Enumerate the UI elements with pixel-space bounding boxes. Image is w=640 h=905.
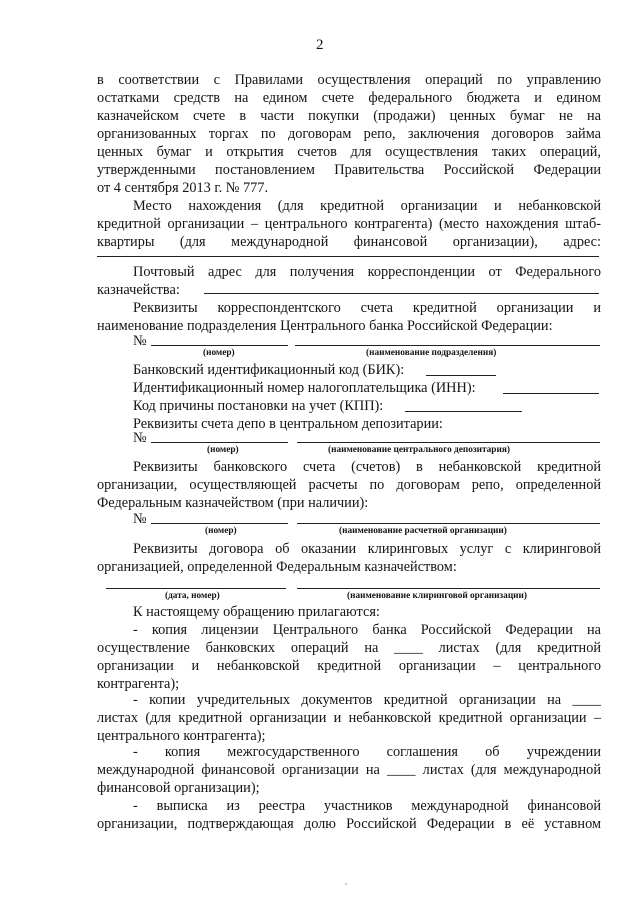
text-line: - выписка из реестра участников международной финансовой [133,798,601,814]
text-line: Код причины постановки на учет (КПП): [133,398,384,414]
text-line: - копии учредительных документов кредитной организации на ____ [133,692,601,708]
bik-line [426,375,496,376]
text-line: кредитной организации – центрального контрагента) (место нахождения штаб- [97,216,601,232]
number-sign: № [133,333,147,349]
clearing-org-line [297,588,600,589]
text-line: Место нахождения (для кредитной организации и небанковской [133,198,601,214]
scan-speck [345,883,347,885]
text-line: остатками средств на едином счете федерального бюджета и едином [97,90,601,106]
text-line: организации, подтверждающая долю Российской Федерации в её уставном [97,816,601,832]
text-line: организованных торгах по договорам репо, заключения договоров займа [97,126,601,142]
text-line: казначейском счете в части покупки (продажи) ценных бумаг не на [97,108,601,124]
text-line: утвержденными постановлением Правительства Российской Федерации [97,162,601,178]
caption: (наименование расчетной организации) [339,526,507,536]
text-line: от 4 сентября 2013 г. № 777. [97,180,269,196]
text-line: Почтовый адрес для получения корреспонденции от Федерального [133,264,601,280]
text-line: Банковский идентификационный код (БИК): [133,362,405,378]
text-line: квартиры (для международной финансовой организации), адрес: [97,234,601,250]
name-line [295,345,600,346]
text-line: - копия межгосударственного соглашения об учреждении [133,744,601,760]
text-line: осуществление банковских операций на ____ листах (для кредитной [97,640,601,656]
caption: (номер) [203,348,235,358]
text-line: ценных бумаг и открытия счетов для осуществления таких операций, [97,144,601,160]
caption: (наименование центрального депозитария) [328,445,510,455]
number-sign: № [133,511,147,527]
number-line [151,523,288,524]
name-line [297,523,600,524]
page-number: 2 [316,37,324,53]
text-line: международной финансовой организации на ____ листах (для международной [97,762,601,778]
kpp-line [405,411,522,412]
text-line: Федеральным казначейством (при наличии): [97,495,369,511]
caption: (номер) [207,445,239,455]
caption: (наименование клиринговой организации) [347,591,527,601]
text-line: казначейства: [97,282,180,298]
text-line: Реквизиты корреспондентского счета кредитной организации и [133,300,601,316]
number-sign: № [133,430,147,446]
number-line [151,442,288,443]
text-line: Идентификационный номер налогоплательщика (ИНН): [133,380,476,396]
address-line [97,256,599,257]
name-line [297,442,600,443]
text-line: организации, осуществляющей расчеты по договорам репо, определенной [97,477,601,493]
date-number-line [106,588,286,589]
postal-address-line [204,293,599,294]
caption: (номер) [205,526,237,536]
text-line: К настоящему обращению прилагаются: [133,604,380,620]
text-line: организацией, определенной Федеральным казначейством: [97,559,457,575]
text-line: контрагента); [97,676,180,692]
text-line: финансовой организации); [97,780,260,796]
text-line: - копия лицензии Центрального банка Российской Федерации на [133,622,601,638]
caption: (дата, номер) [165,591,220,601]
text-line: Реквизиты банковского счета (счетов) в небанковской кредитной [133,459,601,475]
text-line: в соответствии с Правилами осуществления операций по управлению [97,72,601,88]
text-line: центрального контрагента); [97,728,266,744]
text-line: листах (для кредитной организации и небанковской кредитной организации – [97,710,601,726]
inn-line [503,393,599,394]
text-line: Реквизиты договора об оказании клиринговых услуг с клиринговой [133,541,601,557]
text-line: Реквизиты счета депо в центральном депозитарии: [133,416,443,432]
caption: (наименование подразделения) [366,348,497,358]
text-line: организации и небанковской кредитной организации – центрального [97,658,601,674]
number-line [151,345,288,346]
text-line: наименование подразделения Центрального банка Российской Федерации: [97,318,553,334]
